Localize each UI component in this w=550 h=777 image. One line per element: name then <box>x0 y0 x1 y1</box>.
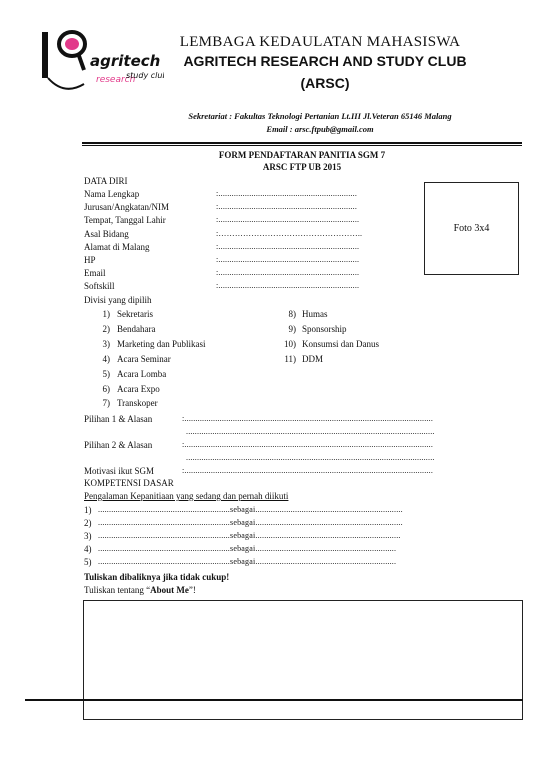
division-option[interactable]: Transkoper <box>117 398 158 409</box>
experience-number: 1) <box>84 505 92 515</box>
experience-line[interactable]: ............................................................sebagai.................................................................. <box>98 531 401 541</box>
choice2-label: Pilihan 2 & Alasan <box>84 440 153 450</box>
choice1-line1[interactable]: :................................................................................................................. <box>182 414 434 423</box>
org-name-line2 <box>180 53 470 92</box>
note-overflow: Tuliskan dibaliknya jika tidak cukup! <box>84 572 230 582</box>
experience-number: 5) <box>84 557 92 568</box>
org-name-main: AGRITECH RESEARCH AND STUDY CLUB <box>183 53 467 69</box>
field-input-line[interactable]: :................................................................ <box>216 281 360 291</box>
field-input-line[interactable]: :................................................................ <box>216 268 360 278</box>
experience-line[interactable]: ............................................................sebagai................................................................ <box>98 544 397 554</box>
field-input-line[interactable]: :................................................................ <box>216 241 360 251</box>
division-number: 8) <box>288 309 296 319</box>
division-number: 1) <box>102 309 110 319</box>
field-label: Nama Lengkap <box>84 189 140 199</box>
field-label: HP <box>84 255 96 265</box>
field-input-line[interactable]: :................................................................ <box>216 255 360 264</box>
choice2-line2[interactable]: ................................................................................................................. <box>186 453 435 462</box>
division-option[interactable]: Marketing dan Publikasi <box>117 338 206 349</box>
experience-number: 3) <box>84 531 92 542</box>
division-option[interactable]: Sekretaris <box>117 309 153 319</box>
choice1-label: Pilihan 1 & Alasan <box>84 414 153 424</box>
about-prompt: Tuliskan tentang “About Me”! <box>84 585 196 595</box>
division-option[interactable]: DDM <box>302 353 324 364</box>
division-option[interactable]: Konsumsi dan Danus <box>302 338 379 349</box>
experience-number: 2) <box>84 518 92 529</box>
division-option[interactable]: Humas <box>302 309 328 319</box>
svg-text:research: research <box>96 75 136 85</box>
svg-text:study club: study club <box>126 71 164 80</box>
division-number: 6) <box>102 383 110 394</box>
division-number: 3) <box>102 338 110 349</box>
experience-heading: Pengalaman Kepanitiaan yang sedang dan pernah diikuti <box>84 491 289 501</box>
division-number: 10) <box>284 338 296 349</box>
division-option[interactable]: Acara Expo <box>117 383 160 394</box>
field-label: Asal Bidang <box>84 228 129 239</box>
header-divider-thin <box>82 145 522 146</box>
photo-box <box>424 182 519 275</box>
field-label: Email <box>84 268 106 279</box>
about-me-box[interactable] <box>83 600 523 720</box>
division-option[interactable]: Sponsorship <box>302 323 347 334</box>
svg-text:agritech: agritech <box>90 52 161 70</box>
secretariat-address: Sekretariat : Fakultas Teknologi Pertanian Lt.III Jl.Veteran 65146 Malang <box>188 111 452 121</box>
division-number: 11) <box>284 353 296 364</box>
about-me-bold: About Me <box>150 585 189 595</box>
division-option[interactable]: Bendahara <box>117 323 156 334</box>
form-subtitle: ARSC FTP UB 2015 <box>262 162 342 172</box>
org-name-abbr: (ARSC) <box>300 75 350 91</box>
photo-label: Foto 3x4 <box>453 223 490 234</box>
choice1-line2[interactable]: ................................................................................................................. <box>186 427 435 436</box>
header-divider-thick <box>82 142 522 144</box>
experience-number: 4) <box>84 544 92 555</box>
choice2-line1[interactable]: :................................................................................................................. <box>182 440 434 449</box>
section-personal-data: DATA DIRI <box>84 176 128 186</box>
org-email: Email : arsc.ftpub@gmail.com <box>266 124 374 134</box>
division-number: 7) <box>102 398 110 409</box>
field-label: Tempat, Tanggal Lahir <box>84 215 166 226</box>
field-label: Softskill <box>84 281 115 292</box>
division-number: 9) <box>288 323 296 334</box>
field-input-line[interactable]: :............................................................... <box>216 189 358 198</box>
motivation-line[interactable]: :................................................................................................................. <box>182 466 434 475</box>
experience-line[interactable]: ............................................................sebagai................................................................... <box>98 505 403 514</box>
field-input-line[interactable]: :…………………………………………….. <box>216 228 363 238</box>
division-label: Divisi yang dipilih <box>84 295 152 305</box>
field-label: Jurusan/Angkatan/NIM <box>84 202 169 213</box>
experience-line[interactable]: ............................................................sebagai................................................................ <box>98 557 397 567</box>
experience-line[interactable]: ............................................................sebagai................................................................... <box>98 518 403 528</box>
division-number: 5) <box>102 368 110 379</box>
division-number: 4) <box>102 353 110 364</box>
field-input-line[interactable]: :................................................................ <box>216 215 360 225</box>
form-title: FORM PENDAFTARAN PANITIA SGM 7 <box>218 150 386 160</box>
org-name-line1: LEMBAGA KEDAULATAN MAHASISWA <box>179 34 461 50</box>
division-option[interactable]: Acara Lomba <box>117 368 167 379</box>
section-competence: KOMPETENSI DASAR <box>84 478 174 488</box>
field-label: Alamat di Malang <box>84 241 150 252</box>
footer-divider <box>25 699 523 701</box>
division-option[interactable]: Acara Seminar <box>117 353 171 364</box>
motivation-label: Motivasi ikut SGM <box>84 466 155 476</box>
arsc-logo <box>34 26 164 96</box>
division-number: 2) <box>102 323 110 334</box>
field-input-line[interactable]: :............................................................... <box>216 202 358 212</box>
